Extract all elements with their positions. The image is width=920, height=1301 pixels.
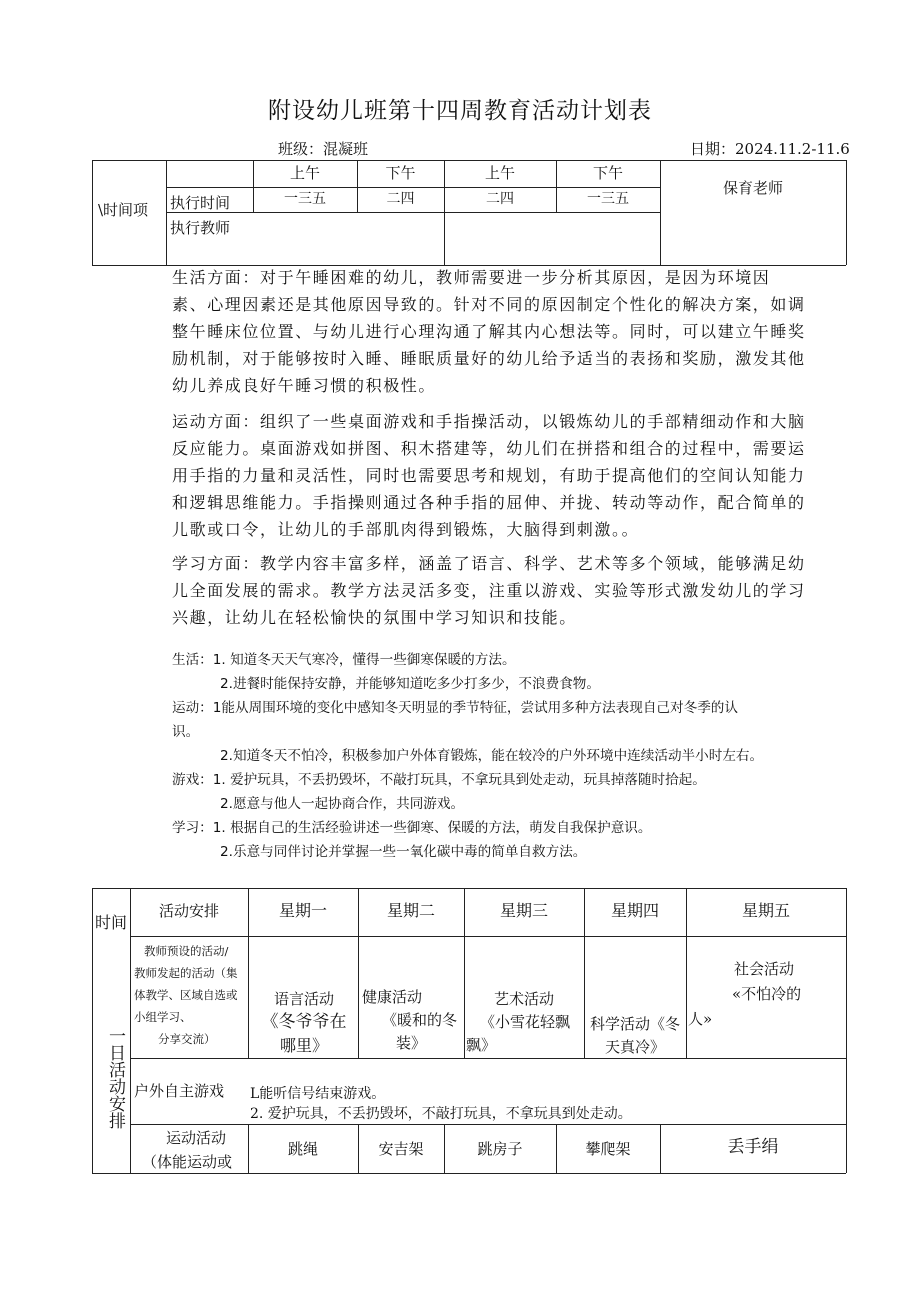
period-2: 下午 <box>385 164 416 182</box>
paragraph-life: 生活方面：对于午睡困难的幼儿，教师需要进一步分析其原因，是因为环境因 素、心理因素还是其他原因导致的。针对不同的原因制定个性化的解决方案，如调 整午睡床位位置、与幼儿进行心理沟通了解其内心想法等。同时，可以建立午睡奖 励机制，对于能够按时入睡、睡眠质量好的幼儿给予适当的表扬和奖励，激发其他 幼儿养成良好午睡习惯的积极性。 <box>172 268 806 395</box>
weekday-thu: 星期四 <box>610 901 659 920</box>
outdoor-game-text: L能听信号结束游戏。 2. 爱护玩具，不丢扔毁坏，不敲打玩具，不拿玩具到处走动。 <box>250 1086 632 1122</box>
activity-mon: 语言活动 《冬爷爷在 哪里》 <box>261 990 347 1055</box>
time-header: 时间 <box>95 913 128 932</box>
activity-wed: 艺术活动 《小雪花轻飘 飘》 <box>466 990 571 1054</box>
activity-thu: 科学活动《冬 天真冷》 <box>589 1015 680 1056</box>
activity-header: 活动安排 <box>158 902 219 920</box>
sport-activity-label: 运动活动 （体能运动或 <box>142 1129 233 1171</box>
days-4: 一三五 <box>587 191 629 207</box>
days-3: 二四 <box>486 191 514 207</box>
goal-item: 2.知道冬天不怕冷，积极参加户外体育锻炼，能在较冷的户外环境中连续活动半小时左右。 <box>220 748 764 764</box>
weekday-wed: 星期三 <box>499 901 548 920</box>
period-3: 上午 <box>484 164 515 182</box>
exec-time-label: 执行时间 <box>170 194 231 212</box>
page-title: 附设幼儿班第十四周教育活动计划表 <box>268 98 652 124</box>
goal-item: 运动：1能从周围环境的变化中感知冬天明显的季节特征，尝试用多种方法表现自己对冬季的认 <box>172 700 738 716</box>
goal-item: 学习：1. 根据自己的生活经验讲述一些御寒、保暖的方法，萌发自我保护意识。 <box>172 820 652 836</box>
weekday-tue: 星期二 <box>386 901 435 920</box>
goals-list <box>172 648 852 864</box>
class-label: 班级：混凝班 <box>278 140 369 158</box>
outdoor-game-label: 户外自主游戏 <box>134 1082 225 1100</box>
exec-teacher-label: 执行教师 <box>170 219 231 237</box>
sport-fri: 丢手绢 <box>727 1137 779 1157</box>
activity-tue: 健康活动 《暖和的冬 装》 <box>362 988 458 1052</box>
goal-item: 生活：1. 知道冬天天气寒冷，懂得一些御寒保暖的方法。 <box>172 652 516 668</box>
paragraph-sport: 运动方面：组织了一些桌面游戏和手指操活动，以锻炼幼儿的手部精细动作和大脑 反应能力。桌面游戏如拼图、积木搭建等，幼儿们在拼搭和组合的过程中，需要运 用手指的力量和灵活性，同时也需要思考和规划，有助于提高他们的空间认知能力 和逻辑思维能力。手指操则通过各种手指的屈伸、并拢、转动等动作，配合简单的 儿歌或口令，让幼儿的手部肌肉得到锻炼，大脑得到刺激。。 <box>172 412 806 539</box>
date-label: 日期：2024.11.2-11.6 <box>690 140 850 158</box>
day-activity-label: 一日活动安排 <box>105 1027 125 1129</box>
goal-item: 游戏：1. 爱护玩具，不丢扔毁坏，不敲打玩具，不拿玩具到处走动，玩具掉落随时拾起。 <box>172 772 706 788</box>
sport-tue: 安吉架 <box>378 1140 424 1158</box>
paragraph-study: 学习方面：教学内容丰富多样，涵盖了语言、科学、艺术等多个领域，能够满足幼 儿全面发展的需求。教学方法灵活多变，注重以游戏、实验等形式激发幼儿的学习 兴趣，让幼儿在轻松愉快的氛围中学习知识和技能。 <box>172 554 806 627</box>
corner-header: \时间项 <box>98 201 149 219</box>
weekday-fri: 星期五 <box>741 901 790 920</box>
sport-wed: 跳房子 <box>477 1140 523 1158</box>
goal-item: 2.愿意与他人一起协商合作，共同游戏。 <box>220 796 465 812</box>
care-teacher-label: 保育老师 <box>722 179 783 197</box>
weekday-mon: 星期一 <box>278 901 327 920</box>
sport-mon: 跳绳 <box>287 1140 318 1158</box>
period-4: 下午 <box>592 164 623 182</box>
goal-item: 2.乐意与同伴讨论并掌握一些一氧化碳中毒的简单自救方法。 <box>220 844 587 860</box>
activity-fri: 社会活动 «不怕冷的 人» <box>688 960 802 1028</box>
goal-item: 2.进餐时能保持安静，并能够知道吃多少打多少，不浪费食物。 <box>220 676 600 692</box>
teacher-preset-label: 教师预设的活动/ 教师发起的活动（集 体教学、区域自选或 小组学习、 分享交流） <box>134 944 238 1046</box>
period-1: 上午 <box>289 164 320 182</box>
days-2: 二四 <box>386 191 415 207</box>
sport-thu: 攀爬架 <box>585 1140 631 1158</box>
goal-item: 识。 <box>172 724 200 740</box>
days-1: 一三五 <box>284 191 326 207</box>
